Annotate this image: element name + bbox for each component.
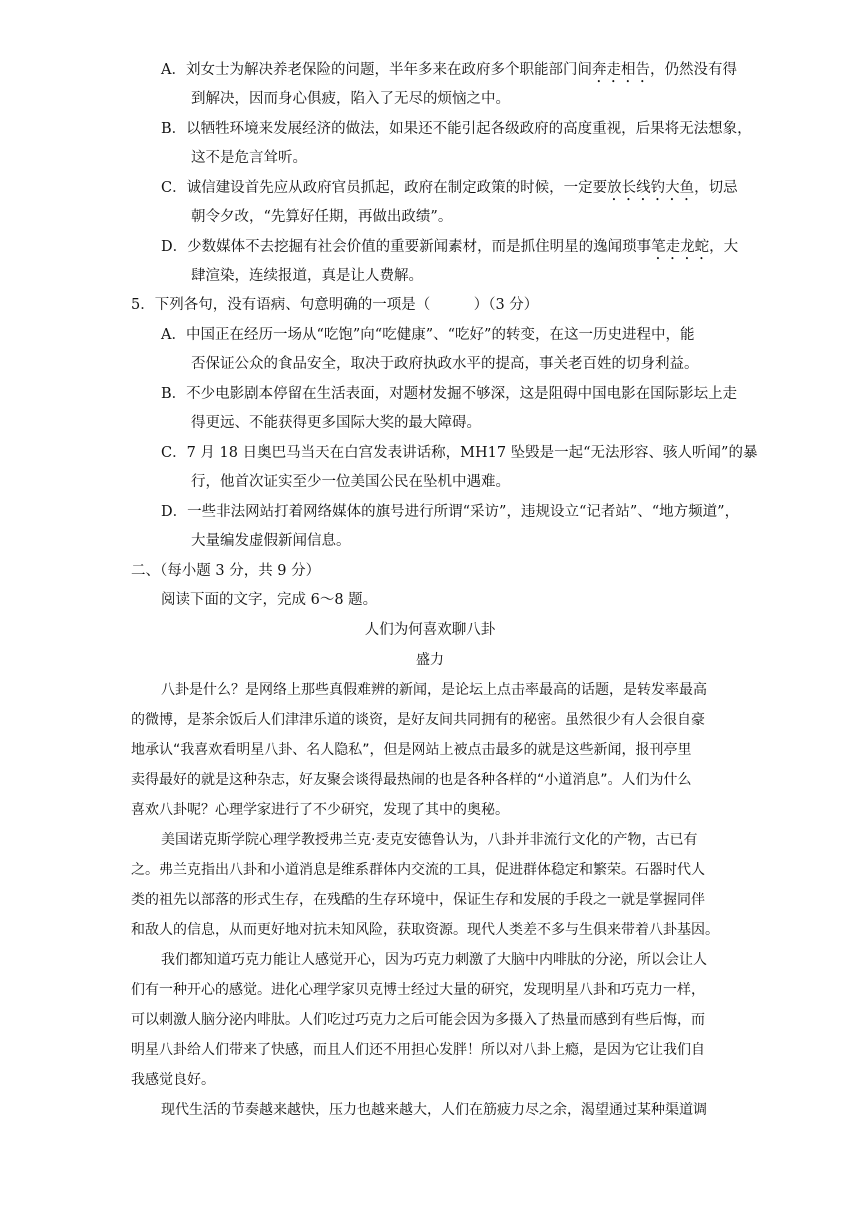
section-heading: 二、（每小题 3 分，共 9 分） bbox=[131, 563, 321, 579]
passage-line: 美国诺克斯学院心理学教授弗兰克·麦克安德鲁认为，八卦并非流行文化的产物，古已有 bbox=[161, 832, 698, 848]
q4-option-c-text: C．诚信建设首先应从政府官员抓起，政府在制定政策的时候，一定要 bbox=[161, 180, 608, 196]
q5-option-a-line1: A．中国正在经历一场从“吃饱”向“吃健康”、“吃好”的转变，在这一历史进程中，能 bbox=[161, 327, 695, 343]
q4-option-b-line2: 这不是危言耸听。 bbox=[191, 150, 307, 166]
q4-option-b-line1: B．以牺牲环境来发展经济的做法，如果还不能引起各级政府的高度重视，后果将无法想象， bbox=[161, 121, 752, 137]
q4-option-c-text-end: ，切忌 bbox=[694, 180, 738, 196]
q4-option-c-line1 bbox=[161, 178, 738, 204]
q4-option-d-text-end: ，大 bbox=[709, 239, 739, 255]
q4-option-a-line1 bbox=[161, 60, 737, 86]
passage-line: 可以刺激人脑分泌内啡肽。人们吃过巧克力之后可能会因为多摄入了热量而感到有些后悔，而 bbox=[131, 1012, 705, 1028]
passage-line: 类的祖先以部落的形式生存，在残酷的生存环境中，保证生存和发展的手段之一就是掌握同伴 bbox=[131, 892, 705, 908]
q5-option-d-line1: D．一些非法网站打着网络媒体的旗号进行所谓“采访”，违规设立“记者站”、“地方频道”， bbox=[161, 504, 740, 520]
passage-line: 们有一种开心的感觉。进化心理学家贝克博士经过大量的研究，发现明星八卦和巧克力一样， bbox=[131, 982, 705, 998]
q4-option-a-idiom: 奔走相告 bbox=[591, 62, 650, 78]
passage-line: 我们都知道巧克力能让人感觉开心，因为巧克力刺激了大脑中内啡肽的分泌，所以会让人 bbox=[161, 952, 707, 968]
q4-option-a-text-end: ，仍然没有得 bbox=[649, 62, 737, 78]
q4-option-c-idiom: 放长线钓大鱼 bbox=[607, 180, 695, 196]
q5-option-c-line2: 行，他首次证实至少一位美国公民在坠机中遇难。 bbox=[191, 474, 510, 490]
passage-line: 喜欢八卦呢？心理学家进行了不少研究，发现了其中的奥秘。 bbox=[131, 802, 509, 818]
q5-option-b-line2: 得更远、不能获得更多国际大奖的最大障碍。 bbox=[191, 415, 481, 431]
passage-line: 和敌人的信息，从而更好地对抗未知风险，获取资源。现代人类差不多与生俱来带着八卦基因。 bbox=[131, 922, 719, 938]
q5-stem: 5．下列各句，没有语病、句意明确的一项是（ ）（3 分） bbox=[131, 297, 539, 313]
passage-line: 八卦是什么？是网络上那些真假难辨的新闻，是论坛上点击率最高的话题，是转发率最高 bbox=[161, 682, 707, 698]
reading-instruction: 阅读下面的文字，完成 6～8 题。 bbox=[161, 592, 378, 608]
q4-option-d-line1 bbox=[161, 237, 738, 263]
q5-option-a-line2: 否保证公众的食品安全，取决于政府执政水平的提高，事关老百姓的切身利益。 bbox=[191, 356, 699, 372]
passage-line: 地承认“我喜欢看明星八卦、名人隐私”，但是网站上被点击最多的就是这些新闻，报刊亭里 bbox=[131, 742, 692, 758]
passage-author: 盛力 bbox=[416, 652, 444, 668]
passage-line: 现代生活的节奏越来越快，压力也越来越大，人们在筋疲力尽之余，渴望通过某种渠道调 bbox=[161, 1102, 707, 1118]
q4-option-a-text: A．刘女士为解决养老保险的问题，半年多来在政府多个职能部门间 bbox=[161, 62, 592, 78]
q4-option-d-line2: 肆渲染，连续报道，真是让人费解。 bbox=[191, 268, 423, 284]
q4-option-a-line2: 到解决，因而身心俱疲，陷入了无尽的烦恼之中。 bbox=[191, 91, 510, 107]
passage-line: 之。弗兰克指出八卦和小道消息是维系群体内交流的工具，促进群体稳定和繁荣。石器时代人 bbox=[131, 862, 705, 878]
q4-option-c-line2: 朝令夕改，“先算好任期，再做出政绩”。 bbox=[191, 209, 453, 225]
q4-option-d-idiom: 笔走龙蛇 bbox=[651, 239, 710, 255]
q4-option-d-text: D．少数媒体不去挖掘有社会价值的重要新闻素材，而是抓住明星的逸闻琐事 bbox=[161, 239, 652, 255]
passage-line: 卖得最好的就是这种杂志，好友聚会谈得最热闹的也是各种各样的“小道消息”。人们为什么 bbox=[131, 772, 692, 788]
passage-line: 明星八卦给人们带来了快感，而且人们还不用担心发胖！所以对八卦上瘾，是因为它让我们自 bbox=[131, 1042, 705, 1058]
q5-option-b-line1: B．不少电影剧本停留在生活表面，对题材发掘不够深，这是阻碍中国电影在国际影坛上走 bbox=[161, 386, 738, 402]
passage-title: 人们为何喜欢聊八卦 bbox=[364, 622, 496, 638]
passage-line: 的微博，是茶余饭后人们津津乐道的谈资，是好友间共同拥有的秘密。虽然很少有人会很自豪 bbox=[131, 712, 705, 728]
q5-option-c-line1: C．7 月 18 日奥巴马当天在白宫发表讲话称，MH17 坠毁是一起“无法形容、骇人听闻”的暴 bbox=[161, 445, 758, 461]
passage-line: 我感觉良好。 bbox=[131, 1072, 215, 1088]
q5-option-d-line2: 大量编发虚假新闻信息。 bbox=[191, 533, 351, 549]
